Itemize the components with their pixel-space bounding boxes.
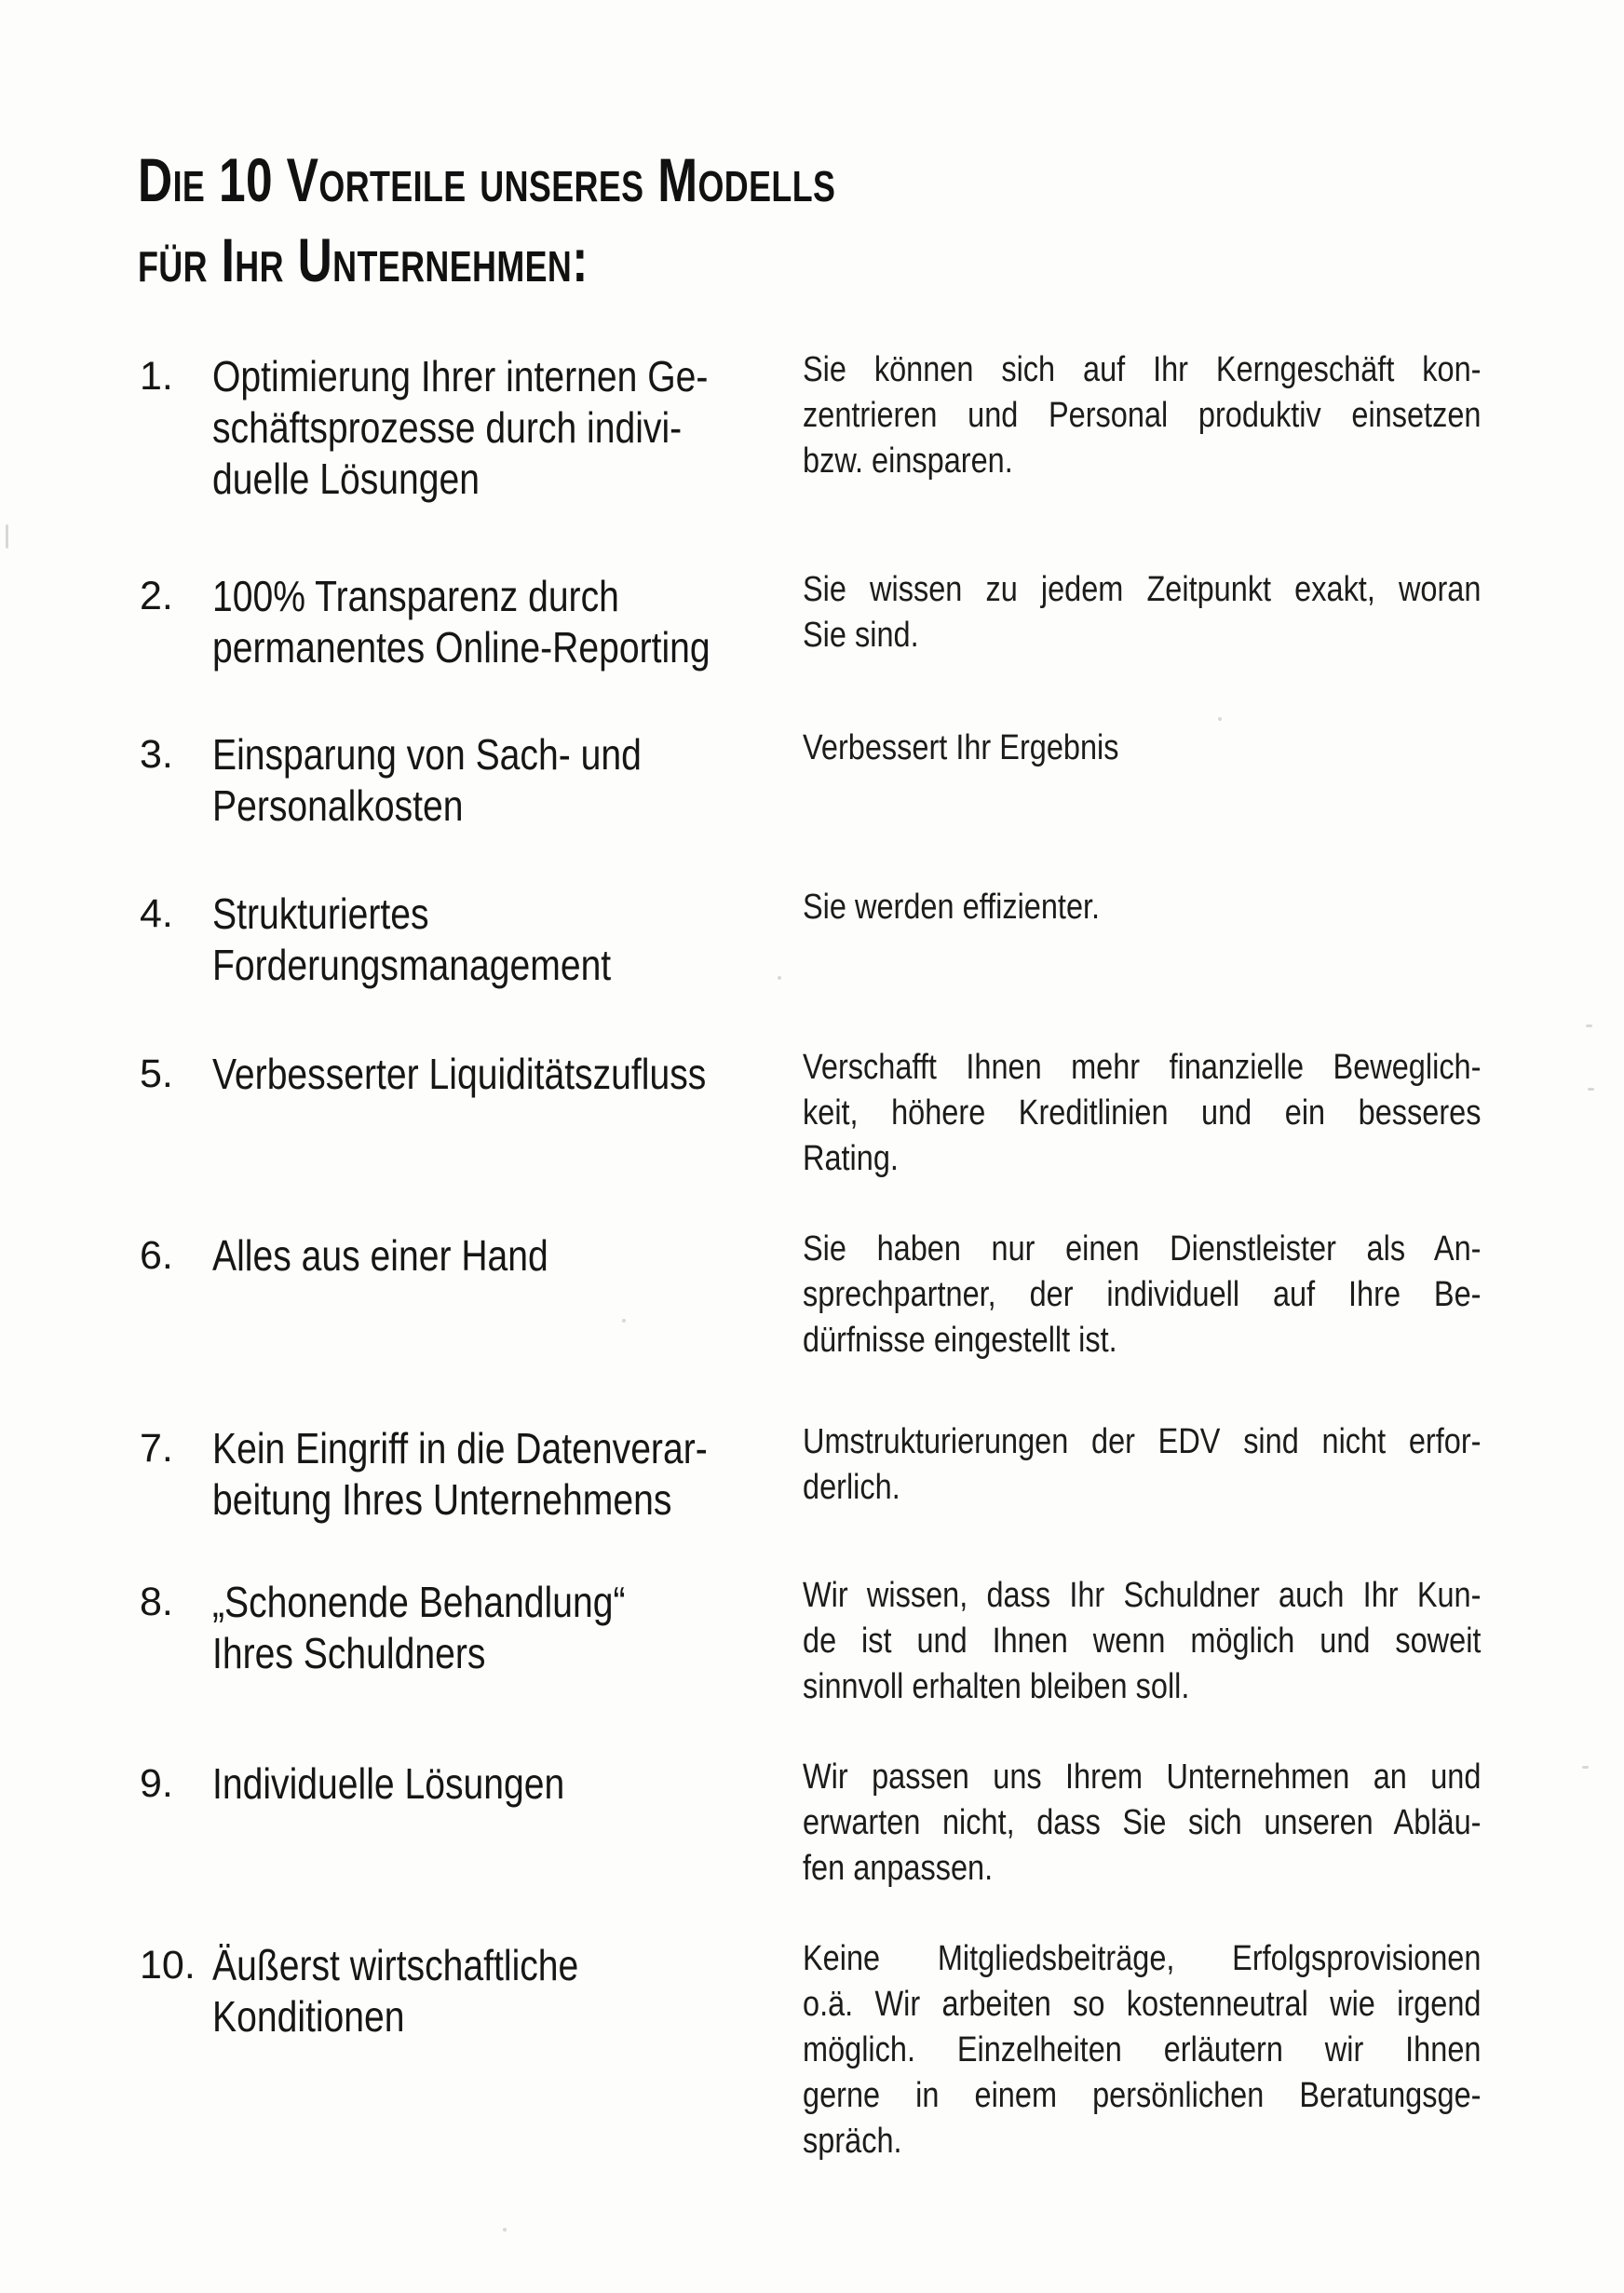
item-number: 10.	[140, 1943, 196, 1988]
item-description-line: Verbessert Ihr Ergebnis	[803, 728, 1119, 767]
scan-artifact	[1218, 717, 1222, 721]
item-heading-line: Alles aus einer Hand	[212, 1231, 548, 1280]
item-heading	[212, 571, 714, 673]
item-heading-line: Individuelle Lösungen	[212, 1759, 565, 1808]
item-heading	[212, 1758, 714, 1810]
benefit-item-3	[140, 729, 1481, 832]
page-title	[138, 140, 1033, 300]
scan-artifact	[503, 2228, 507, 2232]
item-heading-line: Personalkosten	[212, 781, 464, 830]
item-description-line: möglich. Einzelheiten erläutern wir Ihnen	[803, 2030, 1482, 2069]
item-description-line: spräch.	[803, 2122, 902, 2161]
item-number: 8.	[140, 1580, 173, 1624]
benefit-item-9	[140, 1758, 1481, 1892]
item-heading	[212, 1940, 714, 2042]
item-description	[803, 726, 1481, 771]
scan-artifact	[1588, 1088, 1594, 1091]
item-heading-line: „Schonende Behandlung“	[212, 1578, 626, 1626]
benefit-item-8	[140, 1577, 1481, 1710]
item-description-line: sinnvoll erhalten bleiben soll.	[803, 1667, 1190, 1706]
item-heading	[212, 1577, 714, 1679]
page-title-line-1: Die 10 Vorteile unseres Modells	[138, 145, 836, 214]
item-heading-line: Konditionen	[212, 1992, 405, 2041]
item-heading	[212, 729, 714, 832]
item-description	[803, 1045, 1481, 1182]
benefit-item-1	[140, 351, 1481, 505]
item-heading	[212, 351, 714, 505]
item-description-line: dürfnisse eingestellt ist.	[803, 1321, 1117, 1360]
item-description-line: Sie sind.	[803, 616, 919, 655]
item-description	[803, 567, 1481, 658]
item-number: 1.	[140, 354, 173, 399]
benefit-item-2	[140, 571, 1481, 673]
item-description-line: gerne in einem persönlichen Beratungsge-	[803, 2076, 1482, 2115]
item-heading	[212, 1230, 714, 1282]
item-description	[803, 1936, 1481, 2164]
scan-artifact	[778, 976, 781, 980]
item-description-line: Rating.	[803, 1139, 899, 1178]
item-description-line: Wir passen uns Ihrem Unternehmen an und	[803, 1757, 1482, 1797]
scan-artifact	[1582, 1766, 1589, 1769]
item-description-line: Wir wissen, dass Ihr Schuldner auch Ihr Kun-	[803, 1576, 1482, 1615]
item-description-line: Sie können sich auf Ihr Kerngeschäft kon-	[803, 350, 1482, 389]
item-description	[803, 347, 1481, 484]
scan-artifact	[6, 524, 8, 549]
item-heading-line: Strukturiertes	[212, 889, 429, 938]
item-description-line: Keine Mitgliedsbeiträge, Erfolgsprovisionen	[803, 1939, 1482, 1978]
item-description	[803, 1419, 1481, 1511]
item-description	[803, 885, 1481, 930]
item-heading	[212, 889, 714, 991]
benefit-item-5	[140, 1049, 1481, 1182]
item-heading-line: duelle Lösungen	[212, 455, 480, 503]
item-number: 2.	[140, 574, 173, 618]
item-description-line: zentrieren und Personal produktiv einsetzen	[803, 396, 1482, 435]
item-heading-line: permanentes Online-Reporting	[212, 623, 710, 672]
item-description	[803, 1573, 1481, 1710]
item-description-line: Sie werden effizienter.	[803, 888, 1101, 927]
item-description-line: fen anpassen.	[803, 1849, 994, 1888]
item-heading-line: Verbesserter Liquiditätszufluss	[212, 1050, 707, 1098]
benefit-item-10	[140, 1940, 1481, 2164]
item-description-line: sprechpartner, der individuell auf Ihre Be-	[803, 1275, 1482, 1314]
item-description-line: Sie haben nur einen Dienstleister als An-	[803, 1229, 1482, 1269]
item-heading-line: beitung Ihres Unternehmens	[212, 1475, 672, 1524]
item-heading	[212, 1423, 714, 1526]
item-description-line: erwarten nicht, dass Sie sich unseren Abläu-	[803, 1803, 1482, 1842]
item-heading-line: Forderungsmanagement	[212, 941, 612, 989]
item-description-line: bzw. einsparen.	[803, 441, 1013, 481]
benefit-item-4	[140, 889, 1481, 991]
item-heading-line: Äußerst wirtschaftliche	[212, 1941, 579, 1989]
page-title-line-2: für Ihr Unternehmen:	[138, 225, 589, 294]
item-heading	[212, 1049, 714, 1100]
item-heading-line: Ihres Schuldners	[212, 1629, 486, 1677]
item-description-line: Verschafft Ihnen mehr finanzielle Beweglich-	[803, 1048, 1482, 1087]
item-description	[803, 1755, 1481, 1892]
item-description-line: Umstrukturierungen der EDV sind nicht erfor-	[803, 1422, 1482, 1461]
item-heading-line: Optimierung Ihrer internen Ge-	[212, 352, 709, 400]
item-number: 7.	[140, 1426, 173, 1471]
item-heading-line: 100% Transparenz durch	[212, 572, 619, 620]
item-heading-line: Einsparung von Sach- und	[212, 730, 642, 779]
item-number: 5.	[140, 1052, 173, 1096]
item-number: 9.	[140, 1761, 173, 1806]
item-description-line: de ist und Ihnen wenn möglich und soweit	[803, 1621, 1482, 1661]
item-number: 3.	[140, 732, 173, 777]
benefit-item-6	[140, 1230, 1481, 1364]
item-description	[803, 1227, 1481, 1364]
item-description-line: Sie wissen zu jedem Zeitpunkt exakt, woran	[803, 570, 1482, 609]
benefit-item-7	[140, 1423, 1481, 1526]
item-description-line: o.ä. Wir arbeiten so kostenneutral wie irgend	[803, 1985, 1482, 2024]
item-heading-line: schäftsprozesse durch indivi-	[212, 403, 683, 452]
scan-artifact	[1586, 1024, 1592, 1027]
scan-artifact	[622, 1319, 626, 1323]
item-number: 4.	[140, 891, 173, 936]
item-number: 6.	[140, 1233, 173, 1278]
item-description-line: keit, höhere Kreditlinien und ein besseres	[803, 1093, 1482, 1133]
item-description-line: derlich.	[803, 1468, 900, 1507]
item-heading-line: Kein Eingriff in die Datenverar-	[212, 1424, 708, 1472]
